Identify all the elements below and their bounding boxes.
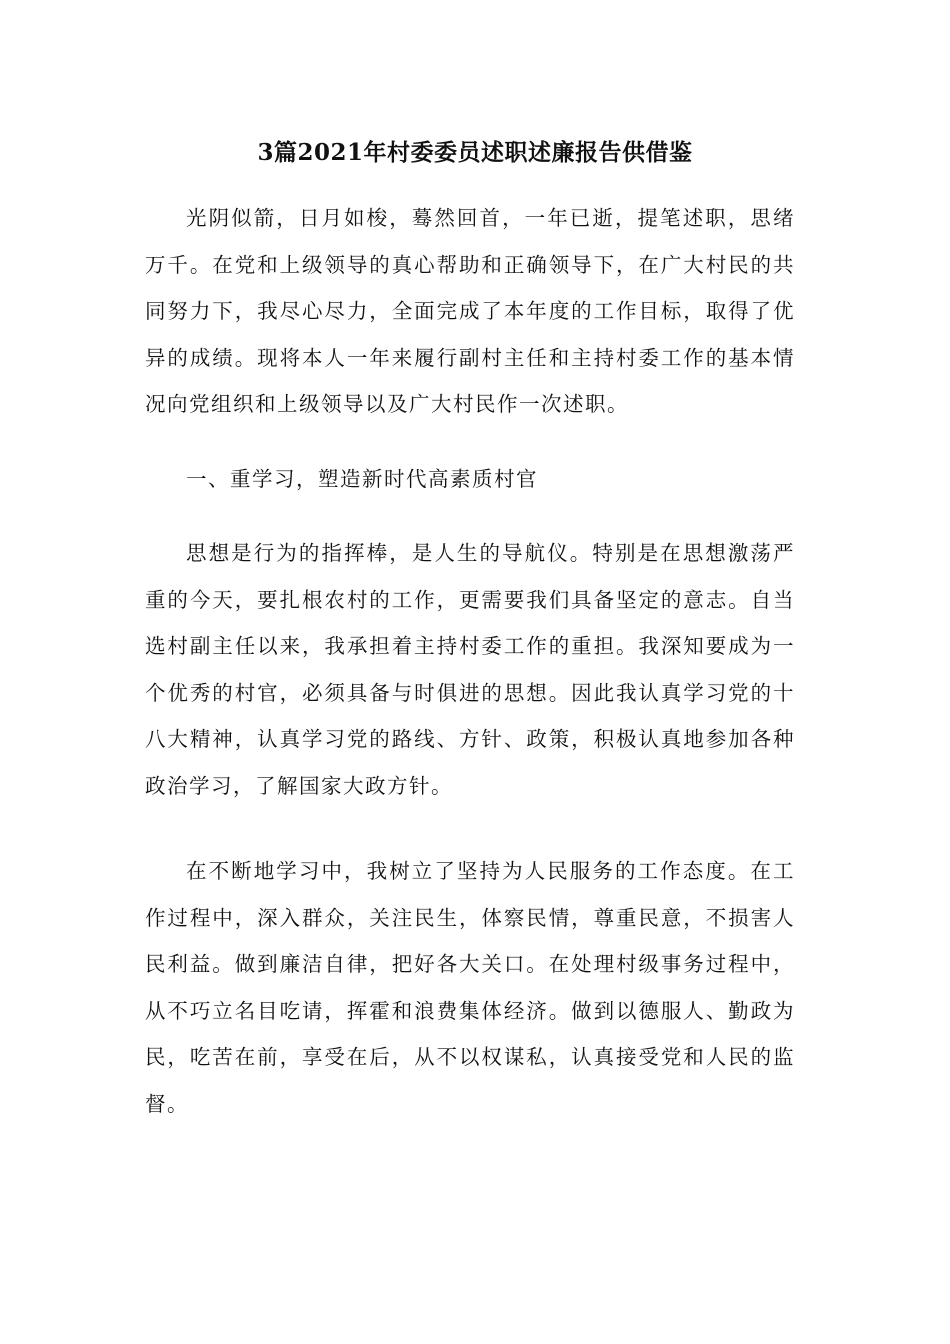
paragraph-service: 在不断地学习中，我树立了坚持为人民服务的工作态度。在工作过程中，深入群众，关注民生，体察民情，尊重民意，不损害人民利益。做到廉洁自律，把好各大关口。在处理村级事务过程中，从不巧立名目吃请，挥霍和浪费集体经济。做到以德服人、勤政为民，吃苦在前，享受在后，从不以权谋私，认真接受党和人民的监督。 [145, 859, 795, 1116]
section-heading-1: 一、重学习，塑造新时代高素质村官 [186, 467, 538, 491]
paragraph-thinking: 思想是行为的指挥棒，是人生的导航仪。特别是在思想激荡严重的今天，要扎根农村的工作，更需要我们具备坚定的意志。自当选村副主任以来，我承担着主持村委工作的重担。我深知要成为一个优秀的村官，必须具备与时俱进的思想。因此我认真学习党的十八大精神，认真学习党的路线、方针、政策，积极认真地参加各种政治学习，了解国家大政方针。 [145, 541, 795, 798]
paragraph-intro: 光阴似箭，日月如梭，蓦然回首，一年已逝，提笔述职，思绪万千。在党和上级领导的真心帮助和正确领导下，在广大村民的共同努力下，我尽心尽力，全面完成了本年度的工作目标，取得了优异的成绩。现将本人一年来履行副村主任和主持村委工作的基本情况向党组织和上级领导以及广大村民作一次述职。 [145, 206, 795, 416]
document-title: 3篇2021年村委委员述职述廉报告供借鉴 [257, 139, 693, 166]
